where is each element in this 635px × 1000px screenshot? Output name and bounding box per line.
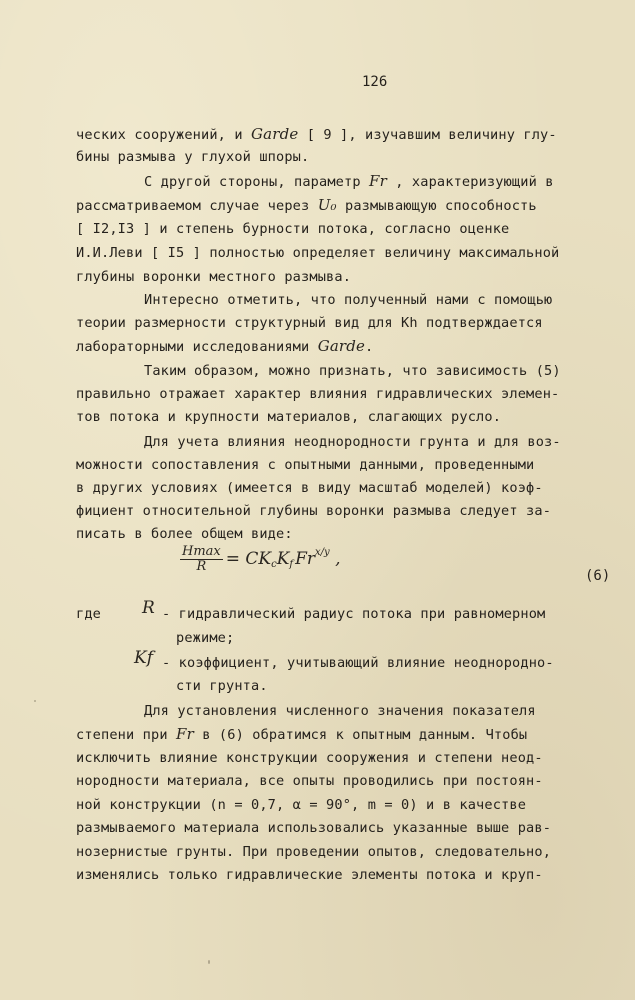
handwritten-term: Fr — [176, 725, 194, 743]
formula-6: $\frac{Hmax}{R}$ = $CK_cK_f$ $Fr^{x/y}$ , — [182, 544, 341, 574]
text-line: Для установления численного значения показателя — [144, 703, 536, 719]
definition-symbol: Kf — [134, 648, 153, 668]
text-line: изменялись только гидравлические элементы потока и круп- — [76, 867, 543, 883]
handwritten-term: Fr — [369, 172, 387, 190]
page-number: 126 — [362, 74, 388, 90]
definition-text: сти грунта. — [176, 678, 268, 694]
text-line: размываемого материала использовались указанные выше рав- — [76, 820, 552, 836]
text-line: ной конструкции (n = 0,7, α = 90°, m = 0) и в качестве — [76, 797, 527, 813]
text-line: И.И.Леви [ I5 ] полностью определяет величину максимальной — [76, 245, 560, 261]
text-line: бины размыва у глухой шпоры. — [76, 149, 310, 165]
text-line: степени при Fr в (6) обратимся к опытным данным. Чтобы — [76, 725, 528, 743]
paper-speck — [208, 960, 210, 964]
text-line: ческих сооружений, и Garde [ 9 ], изучавшим величину глу- — [76, 125, 557, 143]
text-line: в других условиях (имеется в виду масштаб моделей) коэф- — [76, 480, 543, 496]
text-line: фициент относительной глубины воронки размыва следует за- — [76, 503, 552, 519]
handwritten-term: Garde — [251, 125, 299, 143]
formula-number: (6) — [585, 568, 611, 584]
definition-text: - гидравлический радиус потока при равномерном — [162, 606, 546, 622]
text-line: С другой стороны, параметр Fr , характеризующий в — [144, 172, 554, 190]
text-line: глубины воронки местного размыва. — [76, 269, 352, 285]
text-line: рассматриваемом случае через U₀ размывающую способность — [76, 196, 537, 214]
text-line: Таким образом, можно признать, что зависимость (5) — [144, 363, 561, 379]
handwritten-term: U₀ — [317, 196, 337, 214]
definition-symbol: R — [142, 598, 155, 618]
paper-speck — [34, 700, 36, 702]
text-line: Для учета влияния неоднородности грунта и для воз- — [144, 434, 561, 450]
text-line: писать в более общем виде: — [76, 526, 293, 542]
text-line: исключить влияние конструкции сооружения и степени неод- — [76, 750, 543, 766]
text-line: нородности материала, все опыты проводились при постоян- — [76, 773, 543, 789]
text-line: [ I2,I3 ] и степень бурности потока, согласно оценке — [76, 221, 510, 237]
definition-text: - коэффициент, учитывающий влияние неоднородно- — [162, 655, 554, 671]
definition-text: режиме; — [176, 630, 235, 646]
definition-lead: где — [76, 606, 102, 622]
text-line: лабораторными исследованиями Garde. — [76, 337, 374, 355]
text-line: теории размерности структурный вид для Kh подтверждается — [76, 315, 543, 331]
formula-fraction: $\frac{Hmax}{R}$ — [182, 544, 221, 574]
handwritten-term: Garde — [317, 337, 366, 355]
text-line: Интересно отметить, что полученный нами с помощью — [144, 292, 553, 308]
text-line: правильно отражает характер влияния гидравлических элемен- — [76, 386, 560, 402]
text-line: нозернистые грунты. При проведении опытов, следовательно, — [76, 844, 552, 860]
text-line: можности сопоставления с опытными данными, проведенными — [76, 457, 535, 473]
text-line: тов потока и крупности материалов, слагающих русло. — [76, 409, 502, 425]
